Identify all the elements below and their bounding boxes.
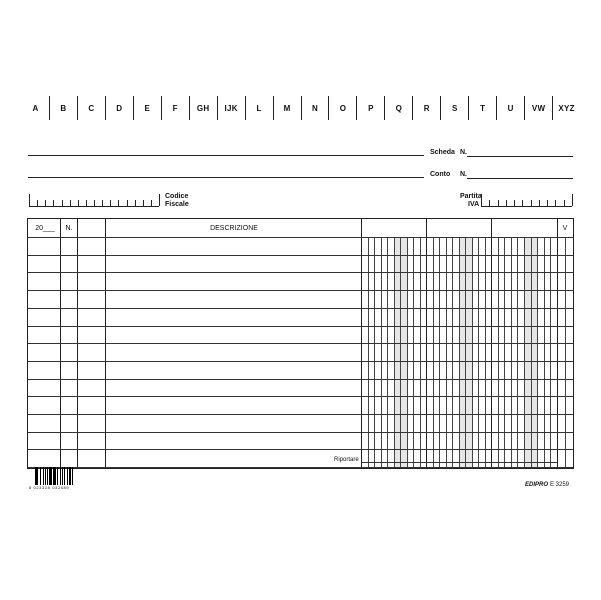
- barcode-bar: [40, 467, 41, 485]
- table-row-line: [28, 467, 573, 468]
- tab-q[interactable]: Q: [385, 96, 413, 120]
- barcode: [35, 467, 85, 485]
- scheda-number-line: [467, 156, 573, 157]
- scheda-label: Scheda: [430, 149, 455, 156]
- conto-label: Conto: [430, 171, 451, 178]
- barcode-bar: [37, 467, 38, 485]
- brand-logo: EDIPRO: [525, 482, 549, 488]
- table-row-line: [28, 361, 573, 362]
- barcode-bar: [72, 467, 73, 485]
- table-row-line: [28, 255, 573, 256]
- tab-f[interactable]: F: [162, 96, 190, 120]
- table-row-line: [28, 379, 573, 380]
- partita-iva-label-line2: IVA: [468, 201, 480, 208]
- year-header: 20___: [35, 224, 55, 232]
- tab-o[interactable]: O: [329, 96, 357, 120]
- tab-xyz[interactable]: XYZ: [558, 103, 575, 113]
- tab-l[interactable]: L: [246, 96, 274, 120]
- tab-c[interactable]: C: [78, 96, 106, 120]
- table-row-line: [28, 308, 573, 309]
- barcode-number: 8 023328 032589: [29, 485, 70, 490]
- table-row-line: [28, 272, 573, 273]
- tab-d[interactable]: D: [106, 96, 134, 120]
- tab-m[interactable]: M: [274, 96, 302, 120]
- tab-s[interactable]: S: [441, 96, 469, 120]
- n-header: N.: [65, 224, 73, 232]
- scheda-n-label: N.: [460, 149, 467, 156]
- barcode-bar: [69, 467, 71, 485]
- table-row-line: [28, 326, 573, 327]
- table-row-line: [28, 343, 573, 344]
- partita-iva-field: [481, 194, 572, 207]
- barcode-bar: [49, 467, 51, 485]
- table-row-line: [28, 396, 573, 397]
- name-line: [28, 155, 424, 156]
- tab-ijk[interactable]: IJK: [218, 96, 246, 120]
- tab-u[interactable]: U: [497, 96, 525, 120]
- tab-b[interactable]: B: [50, 96, 78, 120]
- barcode-bar: [45, 467, 47, 485]
- barcode-bar: [64, 467, 66, 485]
- tab-p[interactable]: P: [357, 96, 385, 120]
- tab-e[interactable]: E: [134, 96, 162, 120]
- tab-r[interactable]: R: [413, 96, 441, 120]
- codice-fiscale-label-line2: Fiscale: [165, 201, 189, 208]
- table-row-line: [28, 449, 573, 450]
- product-code: E 3259: [550, 482, 570, 488]
- tab-t[interactable]: T: [469, 96, 497, 120]
- v-header: V: [562, 224, 568, 232]
- descrizione-header: DESCRIZIONE: [210, 224, 258, 232]
- alphabet-tabs: [22, 96, 580, 120]
- tab-a[interactable]: A: [22, 96, 50, 120]
- riportare-line: [361, 462, 557, 463]
- barcode-bar: [35, 467, 37, 485]
- partita-iva-label-line1: Partita: [460, 193, 482, 200]
- conto-number-line: [467, 178, 573, 179]
- barcode-bar: [60, 467, 62, 485]
- codice-fiscale-field: [29, 194, 159, 207]
- barcode-bar: [57, 467, 58, 485]
- tab-n[interactable]: N: [302, 96, 330, 120]
- address-line: [28, 177, 424, 178]
- tab-vw[interactable]: VW: [525, 96, 553, 120]
- riportare-label: Riportare: [334, 457, 359, 463]
- barcode-bar: [54, 467, 56, 485]
- conto-n-label: N.: [460, 171, 467, 178]
- codice-fiscale-label-line1: Codice: [165, 193, 189, 200]
- tab-gh[interactable]: GH: [190, 96, 218, 120]
- table-row-line: [28, 290, 573, 291]
- barcode-bar: [47, 467, 48, 485]
- table-row-line: [28, 237, 573, 238]
- ledger-table: [27, 218, 574, 469]
- table-row-line: [28, 414, 573, 415]
- table-row-line: [28, 432, 573, 433]
